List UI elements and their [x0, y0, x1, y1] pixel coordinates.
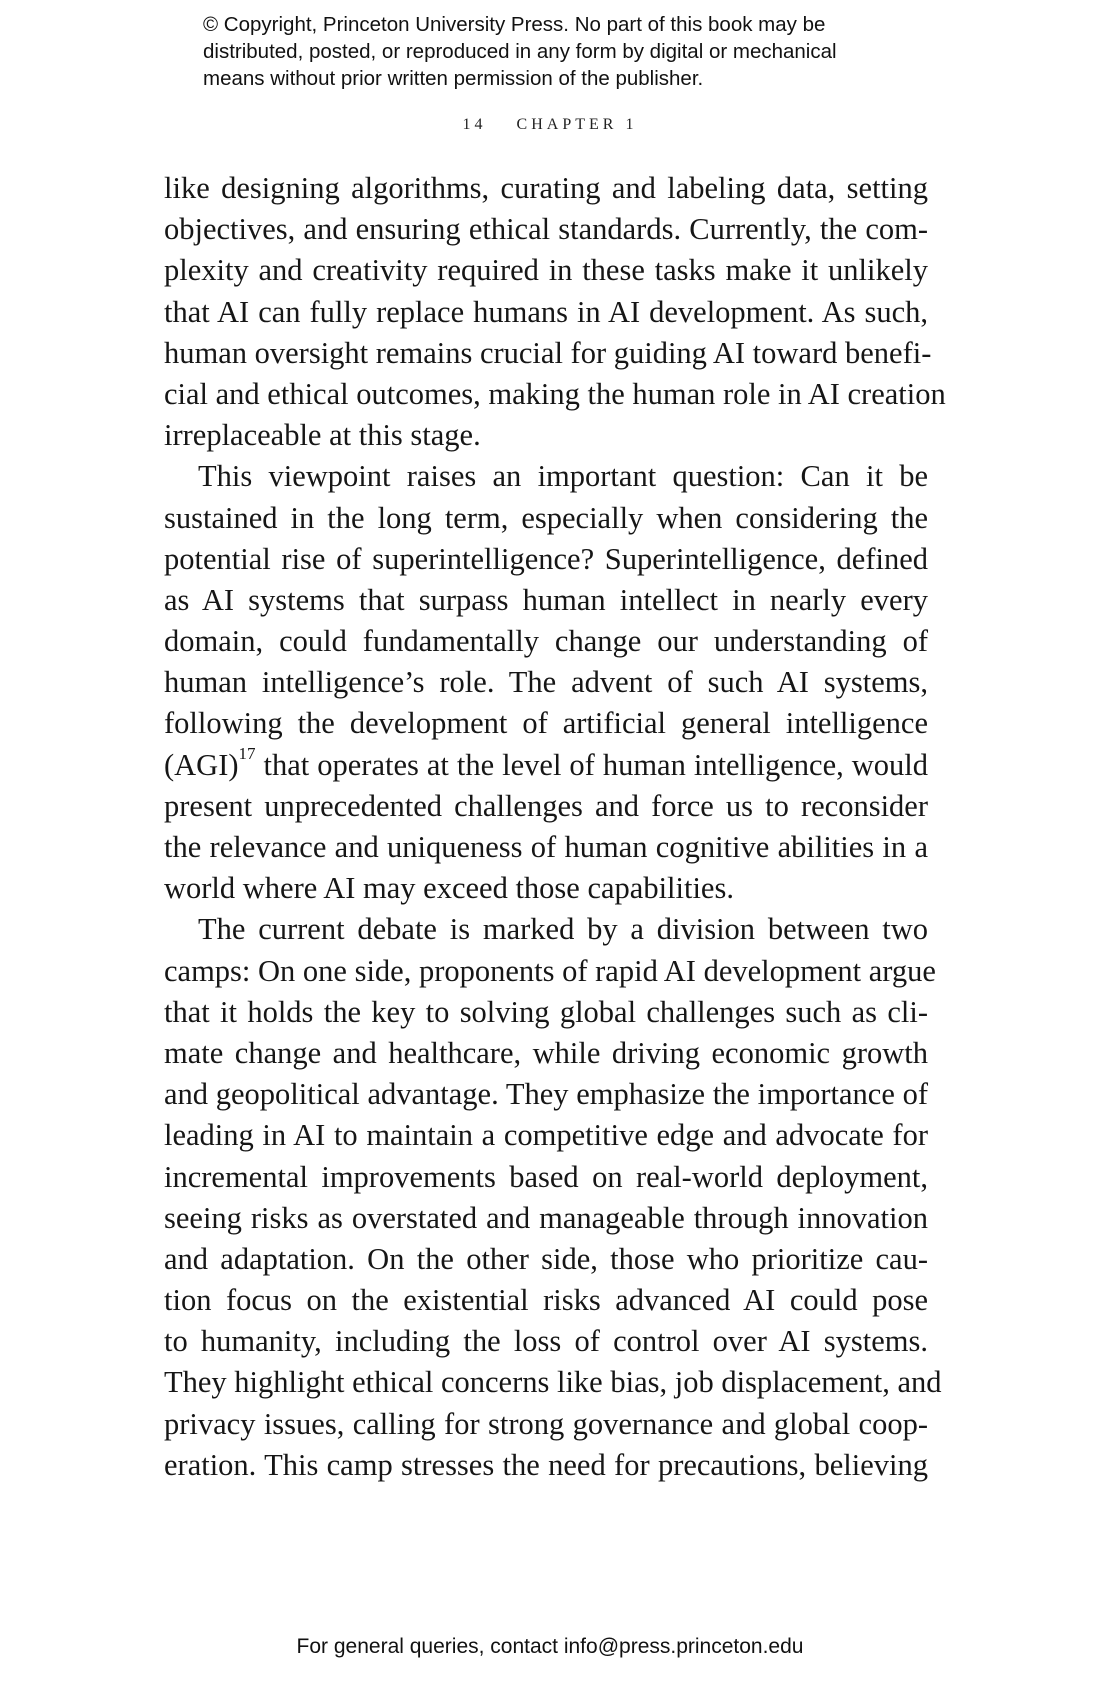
text-fragment: that operates at the level of human intelligence, would — [255, 747, 928, 782]
text-line: tion focus on the existential risks advanced AI could pose — [164, 1283, 928, 1318]
text-line: eration. This camp stresses the need for precautions, believing — [164, 1447, 928, 1482]
text-line: human intelligence’s role. The advent of such AI systems, — [164, 665, 928, 700]
text-line: mate change and healthcare, while driving economic growth — [164, 1035, 928, 1070]
text-line: and adaptation. On the other side, those who prioritize cau- — [164, 1241, 928, 1276]
paragraph-3 — [164, 909, 942, 1486]
text-line: plexity and creativity required in these tasks make it unlikely — [164, 253, 928, 288]
text-line: seeing risks as overstated and manageable through innovation — [164, 1200, 928, 1235]
agi-abbreviation: (AGI) — [164, 747, 239, 782]
text-line: as AI systems that surpass human intellect in nearly every — [164, 582, 928, 617]
text-line: They highlight ethical concerns like bias, job displacement, and — [164, 1365, 942, 1400]
text-line: domain, could fundamentally change our understanding of — [164, 624, 928, 659]
paragraph-2 — [164, 456, 928, 909]
text-line: and geopolitical advantage. They emphasize the importance of — [164, 1077, 928, 1112]
copyright-line: means without prior written permission of the publisher. — [203, 67, 704, 90]
text-line: objectives, and ensuring ethical standards. Currently, the com- — [164, 212, 928, 247]
text-line: to humanity, including the loss of control over AI systems. — [164, 1324, 928, 1359]
text-line: This viewpoint raises an important question: Can it be — [198, 459, 928, 494]
footnote-marker[interactable]: 17 — [238, 744, 256, 764]
copyright-line: © Copyright, Princeton University Press. No part of this book may be — [203, 13, 826, 36]
body-text — [164, 168, 946, 1486]
text-line — [164, 745, 928, 786]
paragraph-1 — [164, 168, 946, 456]
text-line: privacy issues, calling for strong governance and global coop- — [164, 1406, 928, 1441]
text-line: that AI can fully replace humans in AI development. As such, — [164, 294, 928, 329]
text-line: world where AI may exceed those capabilities. — [164, 871, 734, 906]
text-line: human oversight remains crucial for guiding AI toward benefi- — [164, 335, 932, 370]
text-line: the relevance and uniqueness of human cognitive abilities in a — [164, 830, 928, 864]
copyright-notice — [203, 11, 903, 92]
text-line: leading in AI to maintain a competitive edge and advocate for — [164, 1118, 928, 1153]
text-line: camps: On one side, proponents of rapid AI development argue — [164, 953, 936, 988]
page-number: 14 — [462, 116, 487, 133]
footer-contact: For general queries, contact info@press.princeton.edu — [296, 1635, 804, 1658]
text-line: potential rise of superintelligence? Superintelligence, defined — [164, 541, 928, 576]
chapter-label: CHAPTER 1 — [516, 116, 638, 133]
text-line: like designing algorithms, curating and labeling data, setting — [164, 171, 928, 205]
text-line: present unprecedented challenges and force us to reconsider — [164, 788, 928, 823]
copyright-line: distributed, posted, or reproduced in any form by digital or mechanical — [203, 40, 837, 63]
text-line: The current debate is marked by a division between two — [198, 912, 928, 947]
text-line: sustained in the long term, especially when considering the — [164, 500, 928, 535]
running-head — [0, 116, 1100, 134]
text-line: following the development of artificial general intelligence — [164, 706, 928, 741]
text-line: incremental improvements based on real-world deployment, — [164, 1159, 928, 1194]
text-line: irreplaceable at this stage. — [164, 418, 481, 453]
text-line: that it holds the key to solving global challenges such as cli- — [164, 994, 928, 1029]
text-line: cial and ethical outcomes, making the human role in AI creation — [164, 376, 946, 411]
